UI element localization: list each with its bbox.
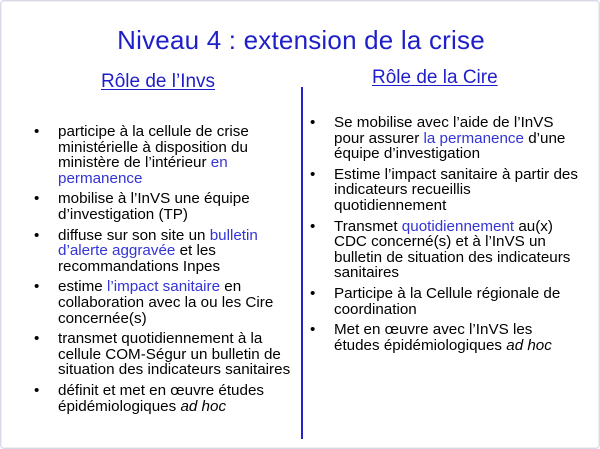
left-bullet-list	[34, 124, 296, 419]
bullet-item: • Estime l’impact sanitaire à partir des indicateurs recueillis quotidiennement	[310, 167, 578, 214]
bullet-item: • transmet quotidiennement à la cellule COM-Ségur un bulletin de situation des indicateurs sanitaires	[34, 331, 296, 378]
bullet-item: • Se mobilise avec l’aide de l’InVS pour assurer la permanence d’une équipe d’investigation	[310, 115, 578, 162]
bullet-item: • Transmet quotidiennement au(x) CDC concerné(s) et à l’InVS un bulletin de situation des indicateurs sanitaires	[310, 219, 578, 281]
bullet-item: • définit et met en œuvre études épidémiologiques ad hoc	[34, 383, 296, 414]
slide-title: Niveau 4 : extension de la crise	[117, 25, 485, 55]
bullet-item: • mobilise à l’InVS une équipe d’investigation (TP)	[34, 191, 296, 222]
right-column-heading: Rôle de la Cire	[372, 67, 498, 88]
bullet-item: • participe à la cellule de crise ministérielle à disposition du ministère de l’intérieur en permanence	[34, 124, 296, 186]
bullet-item: • Participe à la Cellule régionale de coordination	[310, 286, 578, 317]
column-divider	[301, 87, 303, 439]
bullet-item: • Met en œuvre avec l’InVS les études épidémiologiques ad hoc	[310, 322, 578, 353]
right-bullet-list	[310, 115, 578, 358]
bullet-item: • estime l’impact sanitaire en collaboration avec la ou les Cire concernée(s)	[34, 279, 296, 326]
left-column-heading: Rôle de l’Invs	[101, 71, 216, 92]
bullet-item: • diffuse sur son site un bulletin d’alerte aggravée et les recommandations Inpes	[34, 228, 296, 275]
